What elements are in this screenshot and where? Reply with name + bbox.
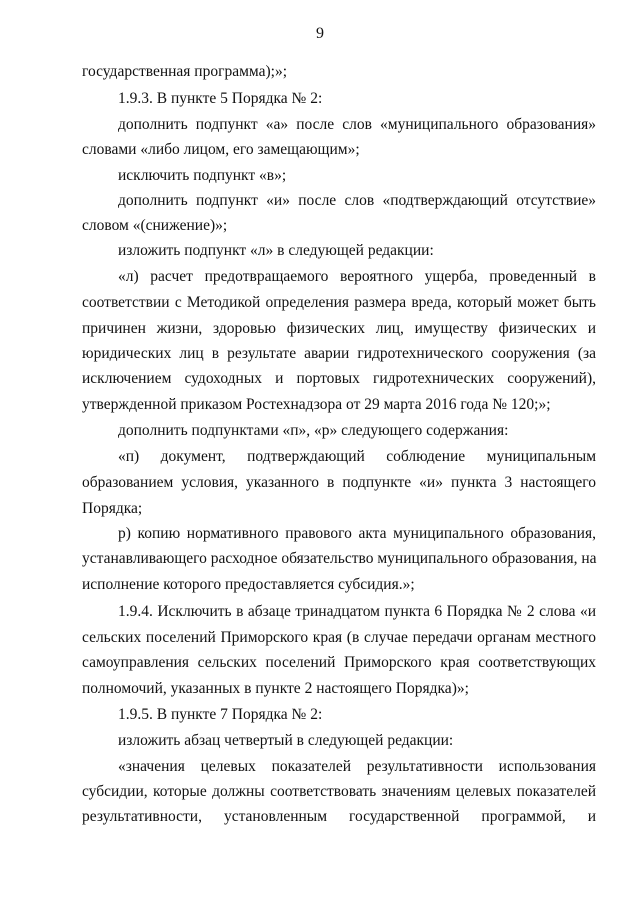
- text-line: «значения целевых показателей результативности использования: [118, 758, 596, 775]
- text-line: 1.9.4. Исключить в абзаце тринадцатом пункта 6 Порядка № 2 слова «и: [118, 603, 596, 620]
- text-line: образованием условия, указанного в подпункте «и» пункта 3 настоящего: [82, 474, 596, 491]
- text-line: словами «либо лицом, его замещающим»;: [82, 141, 360, 158]
- text-line: словом «(снижение)»;: [82, 217, 228, 234]
- text-line: субсидии, которые должны соответствовать значениям целевых показателей: [82, 783, 596, 800]
- text-line: исключить подпункт «в»;: [118, 167, 287, 184]
- text-line: полномочий, указанных в пункте 2 настоящего Порядка)»;: [82, 680, 469, 697]
- text-line: дополнить подпункт «и» после слов «подтверждающий отсутствие»: [118, 192, 596, 209]
- page-number: 9: [316, 25, 324, 42]
- text-line: соответствии с Методикой определения размера вреда, который может быть: [82, 294, 596, 311]
- text-line: «л) расчет предотвращаемого вероятного ущерба, проведенный в: [118, 268, 596, 285]
- text-line: 1.9.5. В пункте 7 Порядка № 2:: [118, 706, 323, 723]
- text-line: исполнение которого предоставляется субсидия.»;: [82, 576, 415, 593]
- text-line: утвержденной приказом Ростехнадзора от 29 марта 2016 года № 120;»;: [82, 396, 551, 413]
- text-line: государственная программа);»;: [82, 63, 288, 80]
- text-line: дополнить подпункт «а» после слов «муниципального образования»: [118, 116, 596, 133]
- text-line: изложить подпункт «л» в следующей редакции:: [118, 242, 434, 259]
- text-line: причинен жизни, здоровью физических лиц, имуществу физических и: [82, 320, 596, 337]
- text-line: устанавливающего расходное обязательство муниципального образования, на: [82, 550, 597, 567]
- text-line: сельских поселений Приморского края (в случае передачи органам местного: [82, 629, 596, 646]
- text-line: «п) документ, подтверждающий соблюдение муниципальным: [118, 448, 596, 465]
- text-line: Порядка;: [82, 500, 143, 517]
- text-line: юридических лиц в результате аварии гидротехнического сооружения (за: [82, 345, 596, 362]
- text-line: р) копию нормативного правового акта муниципального образования,: [118, 525, 596, 542]
- text-line: изложить абзац четвертый в следующей редакции:: [118, 732, 454, 749]
- text-line: исключением судоходных и портовых гидротехнических сооружений),: [82, 370, 596, 387]
- text-line: самоуправления сельских поселений Приморского края соответствующих: [82, 654, 596, 671]
- text-line: дополнить подпунктами «п», «р» следующего содержания:: [118, 422, 509, 439]
- text-line: 1.9.3. В пункте 5 Порядка № 2:: [118, 90, 323, 107]
- text-line: результативности, установленным государственной программой, и: [82, 808, 596, 825]
